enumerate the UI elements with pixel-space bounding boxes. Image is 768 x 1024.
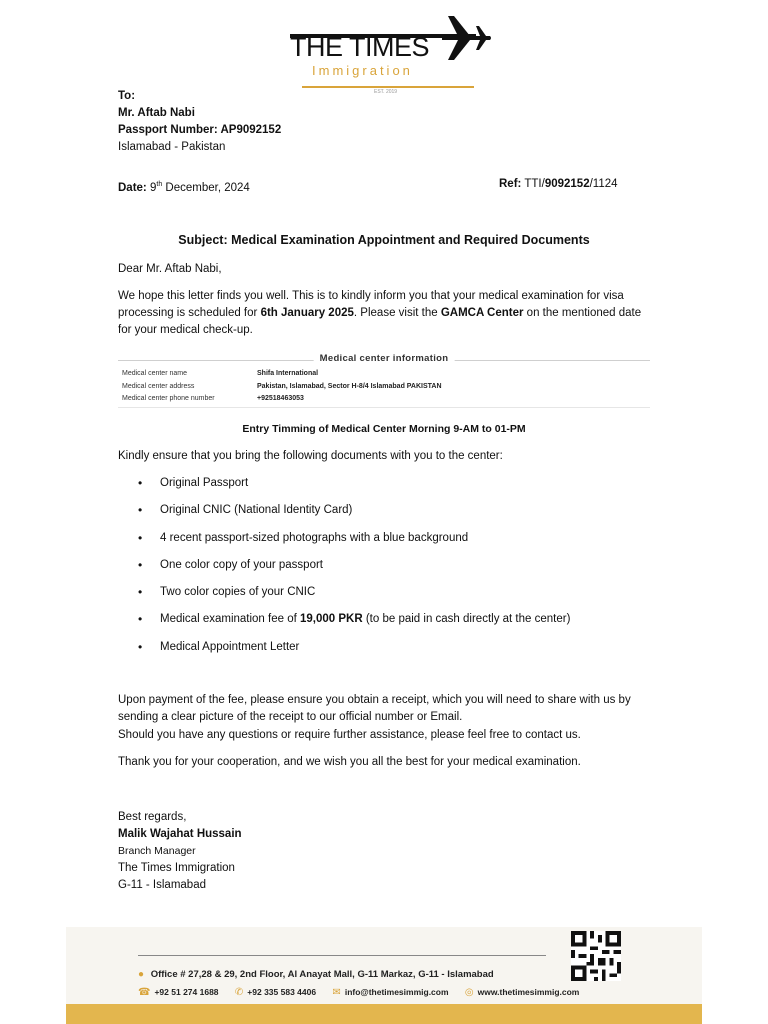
medical-center-heading-text: Medical center information [314, 353, 455, 364]
list-item: • Original Passport [118, 475, 678, 502]
letterhead-footer [66, 927, 702, 1024]
medical-center-table [118, 353, 650, 408]
payment-note: Upon payment of the fee, please ensure you obtain a receipt, which you will need to share with us by sending a clear picture of the receipt to our official number or Email. [118, 694, 631, 723]
footer-rule [138, 955, 546, 956]
fee-post: (to be paid in cash directly at the center) [362, 613, 571, 626]
fee-amount: 19,000 PKR [300, 613, 363, 626]
footer-website-text: www.thetimesimmig.com [477, 987, 580, 997]
passport-number: AP9092152 [220, 124, 282, 136]
qr-code-icon [570, 931, 622, 981]
footer-mobile-text: +92 335 583 4406 [247, 987, 317, 997]
logo-title: THE TIMES [290, 32, 430, 62]
to-label: To: [118, 90, 136, 102]
list-item [118, 611, 678, 638]
logo-est: EST. 2019 [374, 89, 398, 95]
footer-contacts [138, 987, 593, 998]
footer-phone-text: +92 51 274 1688 [154, 987, 219, 997]
ref-number: 9092152 [544, 178, 590, 190]
footer-website [465, 987, 579, 998]
table-row [118, 368, 650, 381]
date-rest: December, 2024 [165, 181, 250, 194]
list-item: • 4 recent passport-sized photographs with a blue background [118, 530, 678, 557]
footer-email-text: info@thetimesimmig.com [344, 987, 449, 997]
gamca-center: GAMCA Center [440, 307, 524, 319]
closing: Best regards, [118, 811, 187, 823]
airplane-icon [440, 14, 492, 62]
passport-line [118, 122, 281, 139]
ref-suffix: /1124 [589, 178, 618, 190]
table-bottom-rule [118, 407, 650, 408]
signer-title: Branch Manager [118, 845, 196, 857]
footer-mobile [235, 987, 316, 998]
intro-part1: We hope this letter finds you well. This is to kindly inform you that your medical examination for visa processing is scheduled for [118, 290, 624, 319]
reference-line [499, 176, 618, 193]
list-item: • Original CNIC (National Identity Card) [118, 502, 678, 529]
salutation: Dear Mr. Aftab Nabi, [118, 263, 222, 275]
footer-phone [138, 987, 219, 998]
list-item: • Two color copies of your CNIC [118, 584, 678, 611]
signer-company: The Times Immigration [118, 862, 235, 874]
row-label: Medical center address [122, 382, 195, 390]
signer-name: Malik Wajahat Hussain [118, 828, 242, 840]
signature-block [118, 809, 242, 894]
ref-prefix: TTI/ [524, 178, 545, 190]
table-row [118, 381, 650, 394]
list-item: • One color copy of your passport [118, 557, 678, 584]
medical-center-heading [118, 353, 650, 368]
intro-paragraph [118, 288, 653, 339]
row-label: Medical center phone number [122, 395, 215, 402]
passport-label: Passport Number: [118, 124, 218, 136]
questions-note: Should you have any questions or require further assistance, please feel free to contact us. [118, 729, 581, 741]
logo-subtitle: Immigration [312, 63, 413, 78]
entry-timing: Entry Timming of Medical Center Morning 9-AM to 01-PM [242, 423, 526, 435]
fee-pre: Medical examination fee of [160, 613, 300, 626]
logo-underline [302, 86, 474, 88]
recipient-location: Islamabad - Pakistan [118, 141, 226, 153]
location-pin-icon: ● [138, 969, 145, 980]
row-label: Medical center name [122, 370, 187, 377]
documents-list [118, 475, 678, 666]
intro-part3: on the mentioned date for your medical check-up. [118, 307, 642, 336]
date-line [118, 176, 250, 197]
globe-icon: ◎ [464, 987, 474, 998]
footer-gold-bar [66, 1004, 702, 1024]
footer-address [138, 969, 494, 980]
email-icon: ✉ [332, 987, 341, 998]
row-value: +92518463053 [257, 395, 304, 402]
date-day: 9 [149, 181, 157, 194]
row-value: Pakistan, Islamabad, Sector H-8/4 Islamabad PAKISTAN [257, 382, 442, 390]
footer-email [332, 987, 448, 998]
company-logo [286, 10, 496, 95]
phone-icon: ☎ [138, 987, 151, 998]
footer-address-text: Office # 27,28 & 29, 2nd Floor, Al Anayat Mall, G-11 Markaz, G-11 - Islamabad [150, 969, 494, 980]
signer-city: G-11 - Islamabad [118, 879, 206, 891]
whatsapp-icon: ✆ [234, 987, 244, 998]
date-label: Date: [118, 181, 147, 194]
documents-intro: Kindly ensure that you bring the following documents with you to the center: [118, 450, 503, 462]
date-suffix: th [156, 181, 163, 188]
thanks-note: Thank you for your cooperation, and we wish you all the best for your medical examination. [118, 756, 581, 768]
appointment-date: 6th January 2025 [260, 307, 354, 319]
recipient-block [118, 88, 281, 156]
recipient-name: Mr. Aftab Nabi [118, 107, 195, 119]
ref-label: Ref: [499, 178, 522, 190]
intro-part2: . Please visit the [353, 307, 441, 319]
subject-line: Subject: Medical Examination Appointment and Required Documents [178, 233, 590, 247]
list-item: • Medical Appointment Letter [118, 639, 678, 666]
table-row [118, 393, 650, 406]
documents-list-container [118, 475, 678, 666]
row-value: Shifa International [257, 370, 319, 377]
